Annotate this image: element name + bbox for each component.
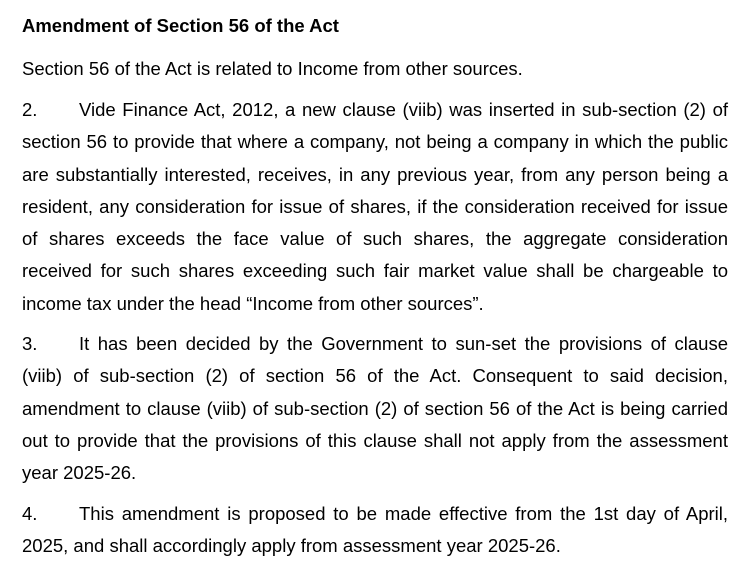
paragraph-text: Vide Finance Act, 2012, a new clause (viib) was inserted in sub-section (2) of section 56 to provide that where a company, not being a company in which the public are substantially interested, receives, in any previous year, from any person being a resident, any consideration for issue of shares, if the consideration received for issue of shares exceeds the face value of such shares, the aggregate consideration received for such shares exceeding such fair market value shall be chargeable to income tax under the head “Income from other sources”.	[22, 99, 728, 314]
document-page	[22, 13, 728, 570]
paragraph-3	[22, 328, 728, 489]
paragraph-4	[22, 498, 728, 563]
paragraph-number: 4.	[22, 502, 38, 524]
paragraph-number: 2.	[22, 99, 38, 120]
paragraph-text: It has been decided by the Government to sun-set the provisions of clause (viib) of sub-section (2) of section 56 of the Act. Consequent to said decision, amendment to clause (viib) of sub-section (2) of section 56 of the Act is being carried out to provide that the provisions of this clause shall not apply from the assessment year 2025-26.	[22, 333, 728, 484]
section-heading: Amendment of Section 56 of the Act	[22, 15, 339, 36]
intro-paragraph: Section 56 of the Act is related to Income from other sources.	[22, 58, 523, 79]
paragraph-text: This amendment is proposed to be made effective from the 1st day of April, 2025, and shall accordingly apply from assessment year 2025-26.	[22, 502, 728, 556]
paragraph-number: 3.	[22, 333, 38, 355]
paragraph-2	[22, 94, 728, 320]
